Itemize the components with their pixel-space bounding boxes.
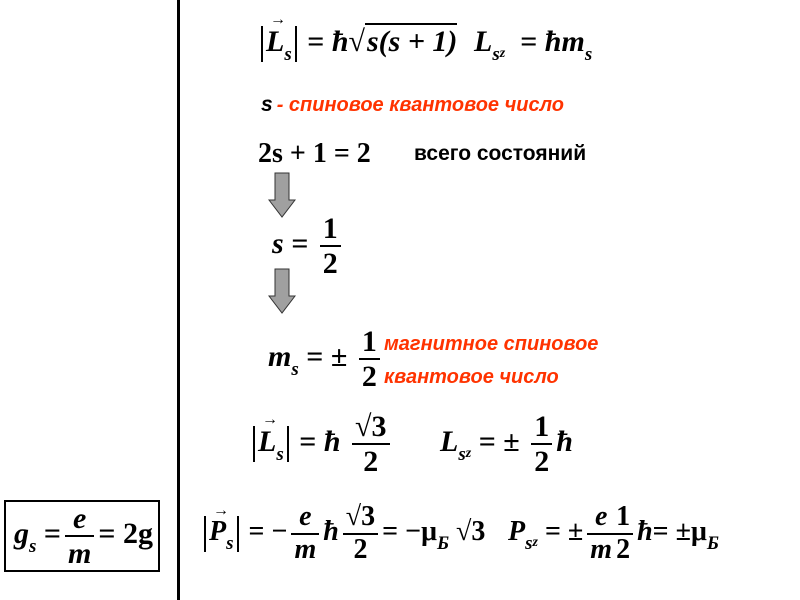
- states-count-equation: 2s + 1 = 2: [258, 138, 371, 169]
- formula-ls-magnitude: → $L_s$ = ħ√s(s + 1): [258, 25, 457, 62]
- g-factor-formula: $g_s$ = $\frac{e}{m}$ = 2g: [14, 502, 153, 570]
- spin-value-equation: s = $\frac{1}{2}$: [272, 212, 345, 280]
- formula-lsz: $L_{sz}$ = $ħm_s$: [474, 25, 593, 65]
- formula-lsz-half: $L_{sz}$ = ± $\frac{1}{2}$ ħ: [440, 410, 573, 478]
- states-count-text: всего состояний: [414, 142, 587, 165]
- magnetic-spin-label-line1: магнитное спиновое: [384, 333, 599, 355]
- formula-ls-sqrt3: → $L_s$ = ħ $\frac{√3}{2}$: [250, 410, 394, 478]
- formula-psz: $P_{sz}$ = ± $\frac{e}{m}$ $\frac{1}{2}$ ħ= $\pm\mu_Б$: [508, 501, 719, 565]
- spin-quantum-number-label: s - спиновое квантовое число: [261, 93, 565, 116]
- vertical-divider: [177, 0, 180, 600]
- magnetic-spin-label-line2: квантовое число: [384, 366, 559, 388]
- formula-ps-magnitude: → $P_s$ = − $\frac{e}{m}$ ħ $\frac{√3}{2}$ = $-\mu_Б$ √3: [201, 502, 485, 566]
- magnetic-spin-number-equation: $m_s$ = ± $\frac{1}{2}$: [268, 325, 384, 393]
- down-arrow-icon: [268, 268, 296, 314]
